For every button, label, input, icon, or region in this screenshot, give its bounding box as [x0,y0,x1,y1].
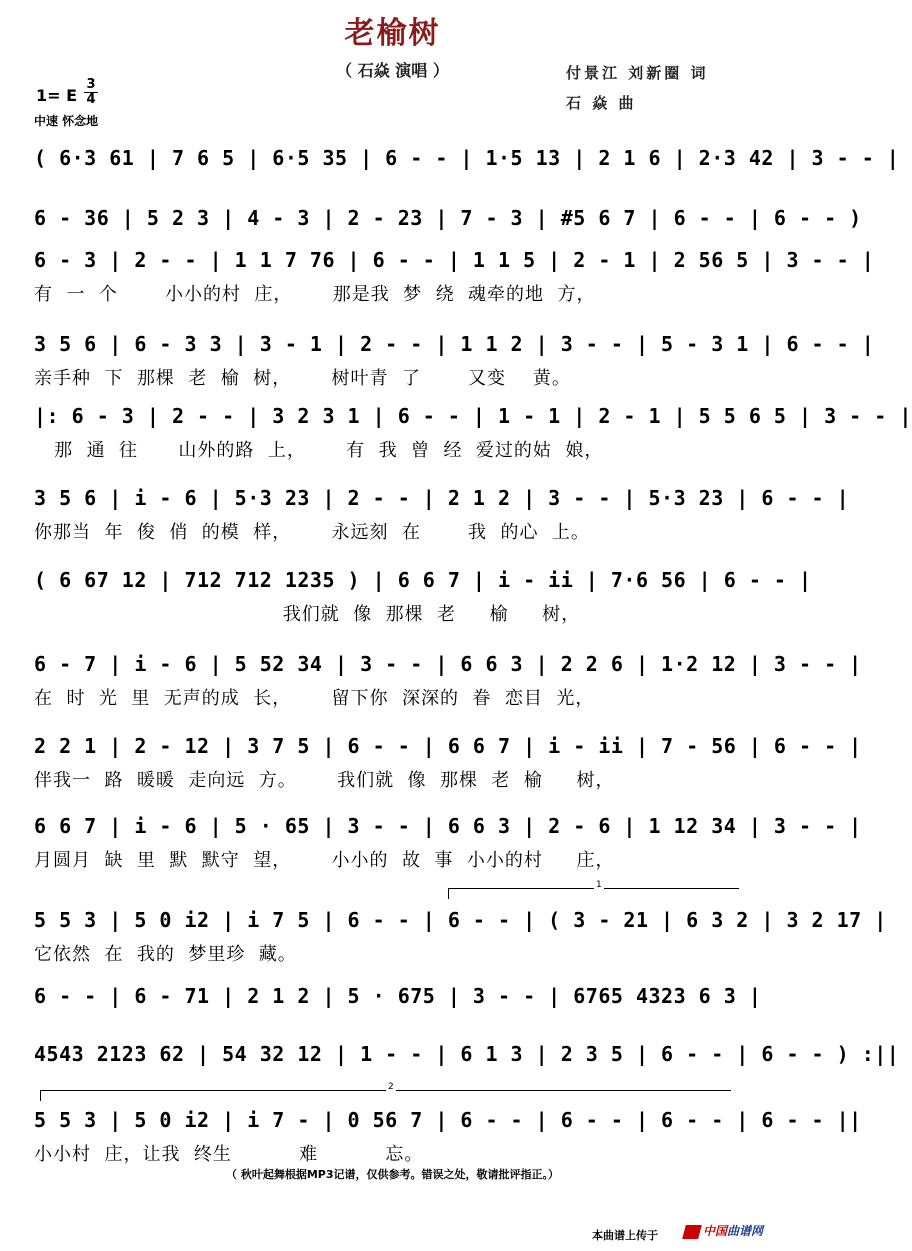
notation: ( 6·3 61 | 7 6 5 | 6·5 35 | 6 - - | 1·5 13 | 2 1 6 | 2·3 42 | 3 - - | [34,146,900,170]
second-ending-bracket [40,1082,731,1101]
first-ending-number: 1 [596,880,602,890]
notation: 5 5 3 | 5 0 i2 | i 7 5 | 6 - - | 6 - - | ( 3 - 21 | 6 3 2 | 3 2 17 | [34,908,887,932]
time-signature [84,78,98,107]
logo-text-2: 曲谱网 [727,1224,764,1238]
notation: 3 5 6 | 6 - 3 3 | 3 - 1 | 2 - - | 1 1 2 | 3 - - | 5 - 3 1 | 6 - - | [34,332,875,356]
transcriber-note: （ 秋叶起舞根据MP3记谱，仅供参考。错误之处，敬请批评指正。） [226,1168,559,1181]
lyrics: 亲手种 下 那棵 老 榆 树， 树叶青 了 又变 黄。 [34,368,571,389]
composer-credit: 石 焱 曲 [566,94,637,112]
notation: 6 - 36 | 5 2 3 | 4 - 3 | 2 - 23 | 7 - 3 | #5 6 7 | 6 - - | 6 - - ) [34,206,862,230]
lyrics: 它依然 在 我的 梦里珍 藏。 [34,944,297,965]
lyrics: 月圆月 缺 里 默 默守 望， 小小的 故 事 小小的村 庄， [34,850,615,871]
site-logo[interactable] [684,1222,763,1239]
logo-icon [682,1225,702,1239]
notation: 5 5 3 | 5 0 i2 | i 7 - | 0 56 7 | 6 - - | 6 - - | 6 - - | 6 - - || [34,1108,862,1132]
key-signature: 1= E [36,86,78,105]
lyrics: 在 时 光 里 无声的成 长， 留下你 深深的 眷 恋目 光， [34,688,595,709]
notation: 2 2 1 | 2 - 12 | 3 7 5 | 6 - - | 6 6 7 | i - ii | 7 - 56 | 6 - - | [34,734,862,758]
notation: 3 5 6 | i - 6 | 5·3 23 | 2 - - | 2 1 2 | 3 - - | 5·3 23 | 6 - - | [34,486,850,510]
lyrics: 你那当 年 俊 俏 的模 样， 永远刻 在 我 的心 上。 [34,522,590,543]
lyrics: 小小村 庄，让我 终生 难 忘。 [34,1144,424,1165]
lyrics: 有 一 个 小小的村 庄， 那是我 梦 绕 魂牵的地 方， [34,284,596,305]
notation: 4543 2123 62 | 54 32 12 | 1 - - | 6 1 3 | 2 3 5 | 6 - - | 6 - - ) :|| [34,1042,900,1066]
notation: 6 6 7 | i - 6 | 5 · 65 | 3 - - | 6 6 3 | 2 - 6 | 1 12 34 | 3 - - | [34,814,862,838]
notation: 6 - - | 6 - 71 | 2 1 2 | 5 · 675 | 3 - - | 6765 4323 6 3 | [34,984,762,1008]
second-ending-number: 2 [388,1082,394,1092]
lyrics: 伴我一 路 暖暖 走向远 方。 我们就 像 那棵 老 榆 树， [34,770,615,791]
notation: 6 - 3 | 2 - - | 1 1 7 76 | 6 - - | 1 1 5 | 2 - 1 | 2 56 5 | 3 - - | [34,248,875,272]
upload-source-text: 本曲谱上传于 [592,1229,658,1242]
lyricist-credit: 付景江 刘新圈 词 [566,64,709,82]
notation: ( 6 67 12 | 712 712 1235 ) | 6 6 7 | i - ii | 7·6 56 | 6 - - | [34,568,812,592]
notation: |: 6 - 3 | 2 - - | 3 2 3 1 | 6 - - | 1 - 1 | 2 - 1 | 5 5 6 5 | 3 - - | [34,404,912,428]
meter-top: 3 [86,77,96,92]
logo-text: 中国 [703,1224,728,1238]
lyrics: 我们就 像 那棵 老 榆 树， [34,604,581,625]
song-title: 老榆树 [344,16,441,51]
tempo-marking: 中速 怀念地 [34,114,99,128]
lyrics: 那 通 往 山外的路 上， 有 我 曾 经 爱过的姑 娘， [34,440,604,461]
first-ending-bracket [448,880,739,899]
meter-bottom: 4 [84,92,98,107]
notation: 6 - 7 | i - 6 | 5 52 34 | 3 - - | 6 6 3 | 2 2 6 | 1·2 12 | 3 - - | [34,652,862,676]
singer-credit: （ 石焱 演唱 ） [336,61,449,80]
